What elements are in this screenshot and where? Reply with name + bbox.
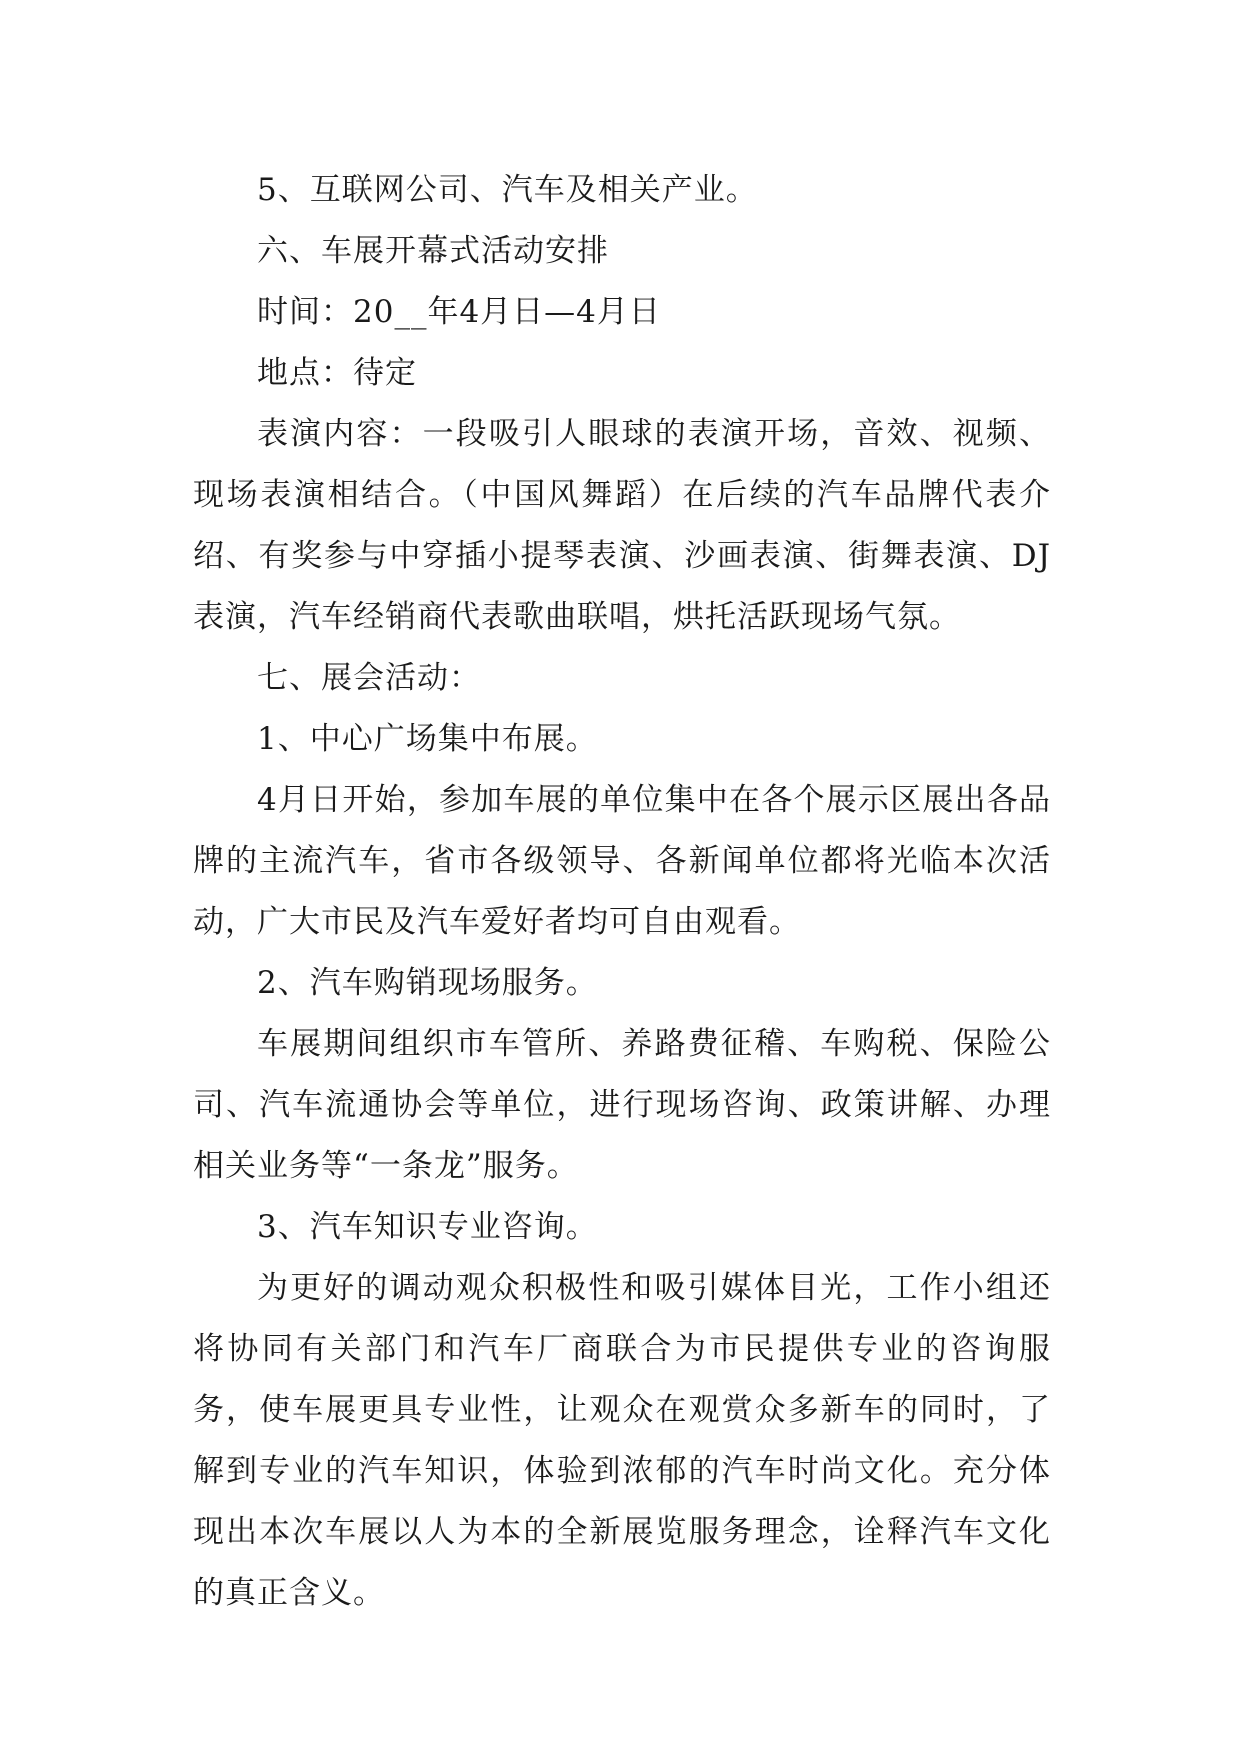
section-heading-exhibition-activities: 七、展会活动：: [257, 660, 481, 696]
section-heading-opening-ceremony: 六、车展开幕式活动安排: [257, 233, 609, 269]
paragraph-central-plaza: 4月日开始，参加车展的单位集中在各个展示区展出各品牌的主流汽车，省市各级领导、各新闻单位都将光临本次活动，广大市民及汽车爱好者均可自由观看。: [193, 782, 1051, 940]
paragraph-consultation: 为更好的调动观众积极性和吸引媒体目光，工作小组还将协同有关部门和汽车厂商联合为市民提供专业的咨询服务，使车展更具专业性，让观众在观赏众多新车的同时，了解到专业的汽车知识，体验到浓郁的汽车时尚文化。充分体现出本次车展以人为本的全新展览服务理念，诠释汽车文化的真正含义。: [193, 1270, 1051, 1611]
paragraph-performance-content: 表演内容：一段吸引人眼球的表演开场，音效、视频、现场表演相结合。（中国风舞蹈）在后续的汽车品牌代表介绍、有奖参与中穿插小提琴表演、沙画表演、街舞表演、DJ表演，汽车经销商代表歌曲联唱，烘托活跃现场气氛。: [193, 416, 1051, 635]
paragraph-industry-item-5: 5、互联网公司、汽车及相关产业。: [257, 172, 758, 208]
paragraph-sales-service: 车展期间组织市车管所、养路费征稽、车购税、保险公司、汽车流通协会等单位，进行现场咨询、政策讲解、办理相关业务等“一条龙”服务。: [193, 1026, 1051, 1184]
subheading-sales-service: 2、汽车购销现场服务。: [257, 965, 598, 1001]
subheading-central-plaza: 1、中心广场集中布展。: [257, 721, 598, 757]
paragraph-location: 地点：待定: [257, 355, 417, 391]
subheading-consultation: 3、汽车知识专业咨询。: [257, 1209, 598, 1245]
paragraph-time: 时间：20__年4月日—4月日: [257, 294, 661, 330]
document-body: [193, 160, 1051, 1624]
